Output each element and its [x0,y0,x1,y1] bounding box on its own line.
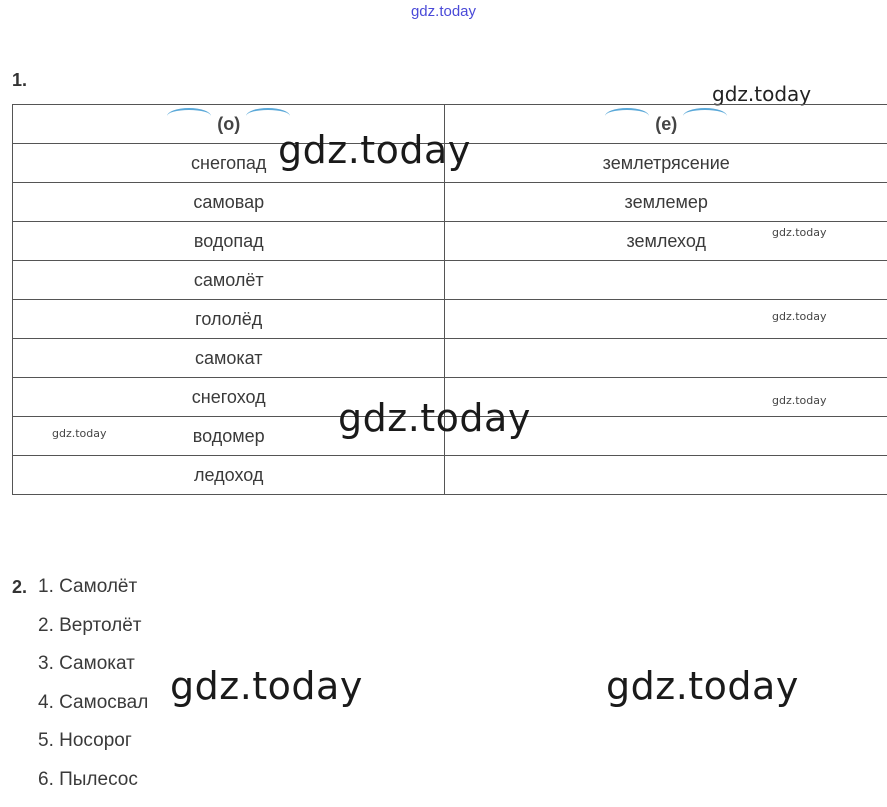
word-cell-o: водопад [13,222,445,261]
arc-left-icon [605,108,649,124]
table-row [13,339,887,378]
table-row [13,222,887,261]
table-row [13,300,887,339]
arc-right-icon [683,108,727,124]
watermark-big: gdz.today [606,664,799,708]
header-e-label: (е) [655,114,677,134]
watermark-small: gdz.today [52,427,107,440]
table-row [13,456,887,495]
word-cell-o: ледоход [13,456,445,495]
word-cell-e: землетрясение [445,144,887,183]
header-e [645,114,687,135]
list-item: 4. Самосвал [38,692,148,731]
task-1-number: 1. [12,70,27,91]
arc-left-icon [167,108,211,124]
word-cell-o: снегопад [13,144,445,183]
word-cell-o: самокат [13,339,445,378]
watermark-big: gdz.today [170,664,363,708]
list-item: 6. Пылесос [38,769,148,807]
watermark-big: gdz.today [278,128,471,172]
word-cell-o: гололёд [13,300,445,339]
top-watermark: gdz.today [0,3,887,20]
table-row [13,183,887,222]
watermark-small: gdz.today [772,226,827,239]
arc-right-icon [246,108,290,124]
list-item: 1. Самолёт [38,576,148,615]
word-cell-o: снегоход [13,378,445,417]
word-cell-e [445,261,887,300]
word-cell-o: водомер [13,417,445,456]
watermark-small: gdz.today [772,394,827,407]
table-row [13,261,887,300]
word-cell-e [445,339,887,378]
word-cell-e: землеход [445,222,887,261]
watermark-small: gdz.today [772,310,827,323]
word-cell-o: самолёт [13,261,445,300]
watermark-table-top-right: gdz.today [712,82,811,106]
word-cell-e [445,456,887,495]
word-cell-o: самовар [13,183,445,222]
word-cell-e: землемер [445,183,887,222]
watermark-big: gdz.today [338,396,531,440]
list-item: 5. Носорог [38,730,148,769]
answer-list [38,576,148,807]
list-item: 2. Вертолёт [38,615,148,654]
header-o-label: (о) [217,114,240,134]
header-cell-e [445,105,887,144]
list-item: 3. Самокат [38,653,148,692]
task-2-number: 2. [12,577,27,598]
header-o [207,114,250,135]
